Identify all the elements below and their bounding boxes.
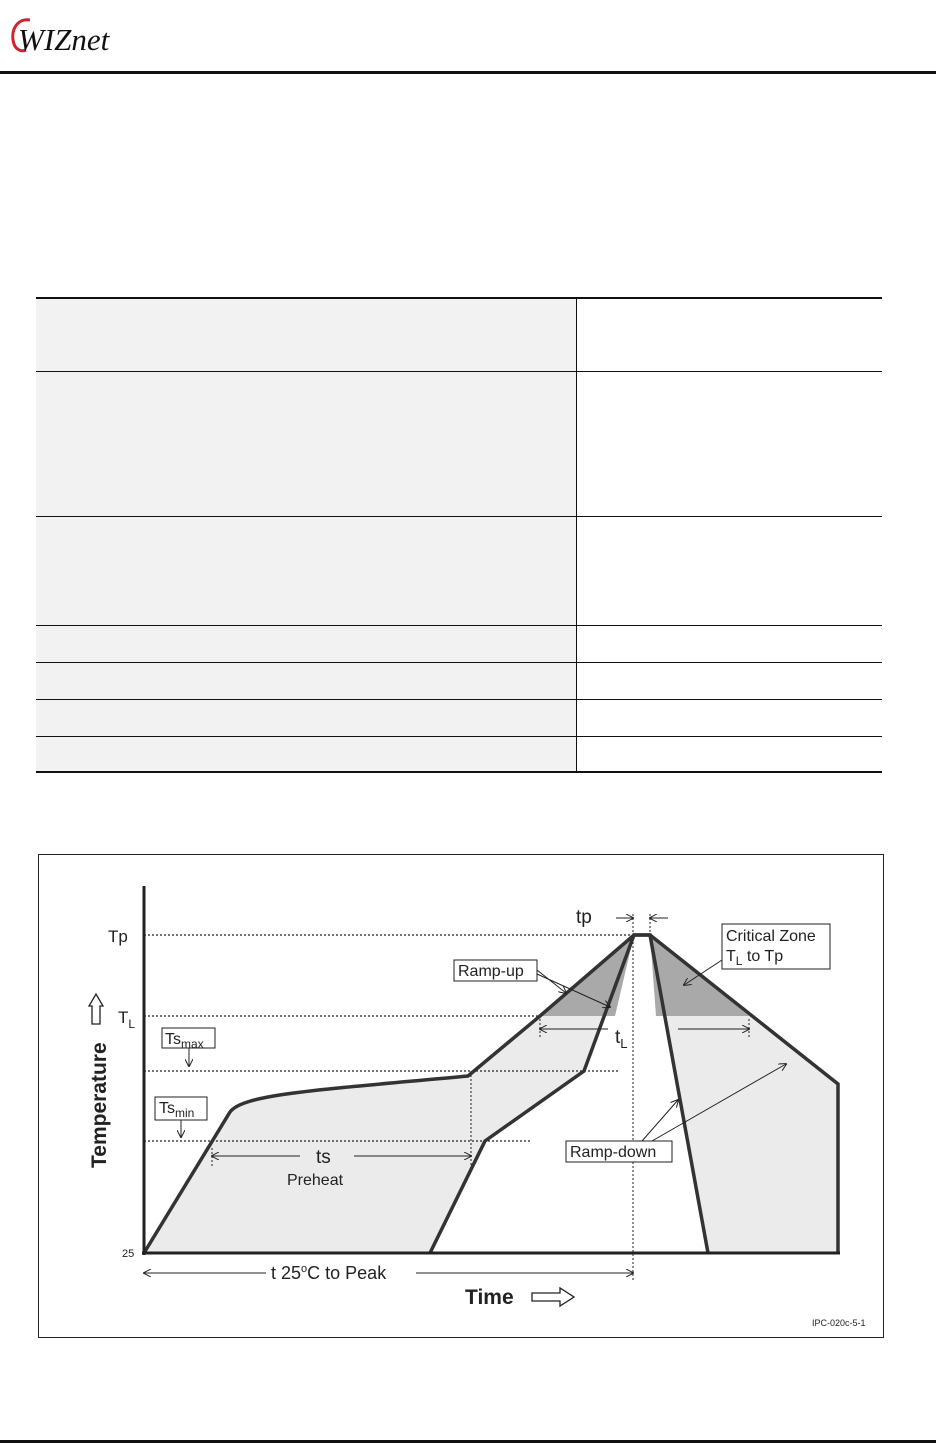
- tsmax-label: $Ts_{max}$: [165, 1031, 204, 1051]
- param-cell: [36, 371, 577, 516]
- value-cell: [577, 736, 883, 772]
- footer-rule: [0, 1440, 936, 1443]
- header-rule: [0, 71, 936, 74]
- param-cell: [36, 662, 577, 699]
- ts-label: ts: [316, 1147, 331, 1168]
- critical-zone-label-line1: Critical Zone: [726, 928, 816, 945]
- table-row: [36, 662, 882, 699]
- figure-id: IPC-020c-5-1: [812, 1318, 866, 1328]
- param-cell: [36, 298, 577, 371]
- preheat-label: Preheat: [287, 1172, 344, 1189]
- tp-axis-label: Tp: [108, 927, 128, 946]
- reflow-profile-figure: [38, 854, 884, 1338]
- y-axis-title: Temperature: [88, 1042, 111, 1168]
- tl-axis-label: $T_L$: [118, 1008, 136, 1031]
- table-row: [36, 625, 882, 662]
- wiznet-logo: [8, 14, 148, 56]
- table-row: [36, 699, 882, 736]
- table-row: [36, 298, 882, 371]
- value-cell: [577, 662, 883, 699]
- table-row: [36, 736, 882, 772]
- tsmin-label: $Ts_{min}$: [159, 1100, 195, 1120]
- value-cell: [577, 371, 883, 516]
- table-row: [36, 371, 882, 516]
- value-cell: [577, 298, 883, 371]
- param-cell: [36, 699, 577, 736]
- table-row: [36, 516, 882, 625]
- param-cell: [36, 736, 577, 772]
- value-cell: [577, 625, 883, 662]
- value-cell: [577, 699, 883, 736]
- t25-axis-label: 25: [122, 1248, 135, 1260]
- ramp-down-label: Ramp-down: [570, 1144, 657, 1161]
- x-axis-title: Time: [465, 1286, 514, 1309]
- t25-peak-label: t 25$^o$C to Peak: [271, 1263, 387, 1283]
- critical-zone-label-line2: $T_L$ to Tp: [726, 948, 784, 968]
- logo-text: WIZnet: [18, 22, 110, 56]
- tl-time-label: $t_L$: [615, 1027, 628, 1051]
- reflow-spec-table: [36, 297, 882, 773]
- ramp-up-label: Ramp-up: [458, 963, 524, 980]
- tp-time-label: tp: [576, 907, 592, 928]
- param-cell: [36, 625, 577, 662]
- value-cell: [577, 516, 883, 625]
- param-cell: [36, 516, 577, 625]
